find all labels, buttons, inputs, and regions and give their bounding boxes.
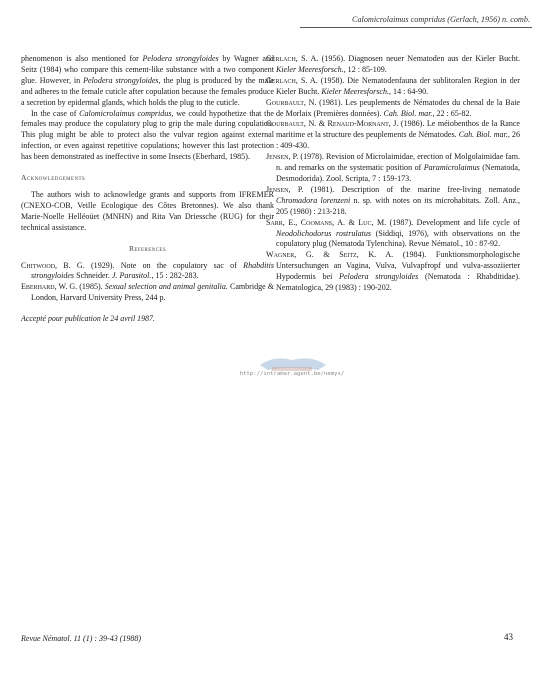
reference-item: Gerlach, S. A. (1958). Die Nematodenfauna der sublitoralen Region in der Kieler Bucht. Kieler Meeresforsch., 14 : 64-90. [266,75,520,96]
paragraph-1: phenomenon is also mentioned for Pelodera strongyloides by Wagner and Seitz (1984) who compare this cement-like substance with a two component glue. However, in Pelodera strongyloides, the plug is produced by the male and adheres to the female cuticle after copulation because the females produce a secretion by epidermal glands, which holds the plug to the cuticle. [21,54,274,107]
header-rule [300,27,532,28]
running-title: Calomicrolaimus compridus [351,15,446,24]
paragraph-2: In the case of Calomicrolaimus compridus, we could hypothetize that the females may produce the copulatory plug to grip the male during copulation. This plug might be able to protect also the vulvar region against external infection, or even against repetitive copulations; however this last protection has been demonstrated as ineffective in some Insects (Eberhard, 1985). [21,108,274,162]
right-column [266,54,520,294]
reference-item: Gourbault, N. & Renaud-Mornant, J. (1986). Le méiobenthos de la Rance maritime et la structure des peuplements de Nématodes. Cah. Biol. mar., 26 : 409-430. [266,119,520,151]
watermark-url: http://intramar.agent.be/nemys/ [239,371,345,377]
page-number: 43 [504,632,513,642]
acknowledgements-heading: Acknowledgements [21,173,86,183]
left-column [21,54,274,325]
running-head [300,15,530,24]
reference-item: Jensen, P. (1978). Revision of Microlaimidae, erection of Molgolaimidae fam. n. and remarks on the systematic position of Paramicrolaimus (Nematoda, Desmodorida). Zool. Scripta, 7 : 159-173. [266,152,520,183]
references-heading: References [128,243,167,253]
reference-item: Gourbault, N. (1981). Les peuplements de Nématodes du chenal de la Baie de Morlaix (Premières données). Cah. Biol. mar., 22 : 65-82. [266,97,521,118]
reference-item: Eberhard, W. G. (1985). Sexual selection and animal genitalia. Cambridge & London, Harvard University Press, 244 p. [21,282,275,303]
reference-item: Sarr, E., Coomans, A. & Luc, M. (1987). Development and life cycle of Neodolichodorus rostrulatus (Siddiqi, 1976), with observations on the copulatory plug (Nematoda Tylenchina). Revue Nématol., 10 : 87-92. [266,217,520,249]
reference-item: Wagner, G. & Seitz, K. A. (1984). Funktionsmorphologische Untersuchungen an Vagina, Vulva, Vulvapfropf und vulva-assoziierter Hypodermis bei Pelodera strongyloides (Nematoda : Rhabditidae). Nematologica, 29 (1983) : 190-202. [266,250,521,293]
reference-item: Jensen, P. (1981). Description of the marine free-living nematode Chromadora lorenzeni n. sp. with notes on its microhabitats. Zoll. Anz., 205 (1980) : 213-218. [266,184,520,216]
acceptance-note: Accepté pour publication le 24 avril 1987. [21,314,155,324]
running-detail: (Gerlach, 1956) n. comb. [447,15,530,24]
reference-item: Chitwood, B. G. (1929). Note on the copulatory sac of Rhabditis strongyloides Schneider. J. Parasitol., 15 : 282-283. [21,260,275,281]
reference-item: Gerlach, S. A. (1956). Diagnosen neuer Nematoden aus der Kieler Bucht. Kieler Meeresforsch., 12 : 85-109. [266,54,520,74]
journal-citation: Revue Nématol. 11 (1) : 39-43 (1988) [21,634,142,643]
acknowledgements-text: The authors wish to acknowledge grants and supports from IFREMER (CNEXO-COB, Veille Ecologique des Côtes Bretonnes). We also thank Marie-Noelle Helléoüet (MNHN) and Rita Van Driessche (RUG) for their technical assistance. [21,189,274,232]
watermark [222,355,362,395]
